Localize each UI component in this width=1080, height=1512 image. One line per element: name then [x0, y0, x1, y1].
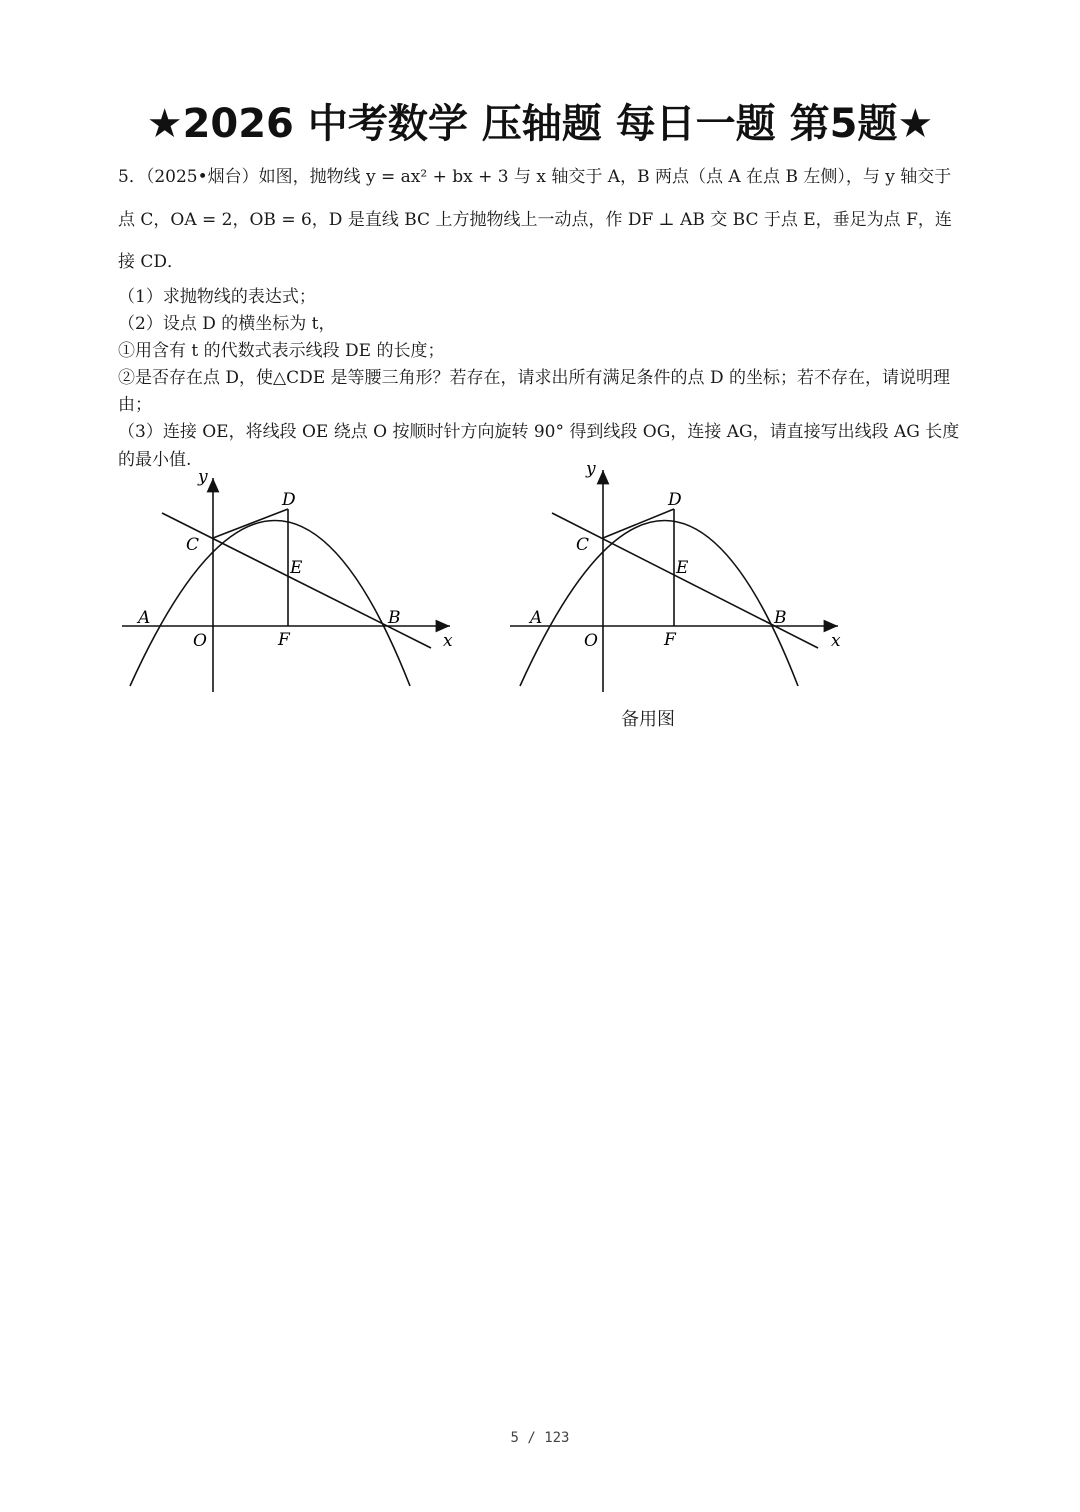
- figure-caption: 备用图: [621, 709, 675, 730]
- page-number: 5 / 123: [510, 1430, 570, 1446]
- question-1: （1）求抛物线的表达式；: [118, 286, 316, 307]
- label-c: C: [576, 535, 590, 555]
- label-x: x: [831, 631, 841, 651]
- label-o: O: [584, 631, 598, 651]
- label-a: A: [138, 608, 151, 628]
- question-2: （2）设点 D 的横坐标为 t，: [118, 313, 336, 334]
- label-o: O: [193, 631, 207, 651]
- question-2-1: ①用含有 t 的代数式表示线段 DE 的长度；: [118, 340, 445, 361]
- question-3: （3）连接 OE，将线段 OE 绕点 O 按顺时针方向旋转 90° 得到线段 OG，连接 AG，请直接写出线段 AG 长度的最小值.: [118, 422, 960, 470]
- label-f: F: [664, 630, 676, 650]
- question-2-2: ②是否存在点 D，使△CDE 是等腰三角形？若存在，请求出所有满足条件的点 D 的坐标；若不存在，请说明理由；: [118, 368, 950, 416]
- parabola: [130, 521, 410, 687]
- label-b: B: [774, 608, 787, 628]
- problem-stem: 5．（2025•烟台）如图，抛物线 y = ax² + bx + 3 与 x 轴交于 A，B 两点（点 A 在点 B 左侧），与 y 轴交于点 C，OA = 2，OB = 6，D 是直线 BC 上方抛物线上一动点，作 DF ⊥ AB 交 BC 于点 E，垂足为点 F，连接 CD．: [118, 167, 952, 272]
- label-f: F: [278, 630, 290, 650]
- figure-backup: [500, 460, 860, 700]
- label-a: A: [530, 608, 543, 628]
- label-d: D: [282, 490, 296, 510]
- label-e: E: [290, 558, 303, 578]
- segment-cd: [213, 509, 288, 538]
- segment-cd: [603, 509, 674, 538]
- label-b: B: [388, 608, 401, 628]
- label-x: x: [443, 631, 453, 651]
- label-y: y: [198, 467, 208, 487]
- label-e: E: [676, 558, 689, 578]
- parabola: [520, 521, 798, 687]
- problem-text: [118, 156, 968, 474]
- figure-main: [110, 460, 470, 700]
- label-d: D: [668, 490, 682, 510]
- page-title: ★2026 中考数学 压轴题 每日一题 第5题★: [146, 101, 934, 147]
- label-y: y: [586, 460, 596, 479]
- label-c: C: [186, 535, 200, 555]
